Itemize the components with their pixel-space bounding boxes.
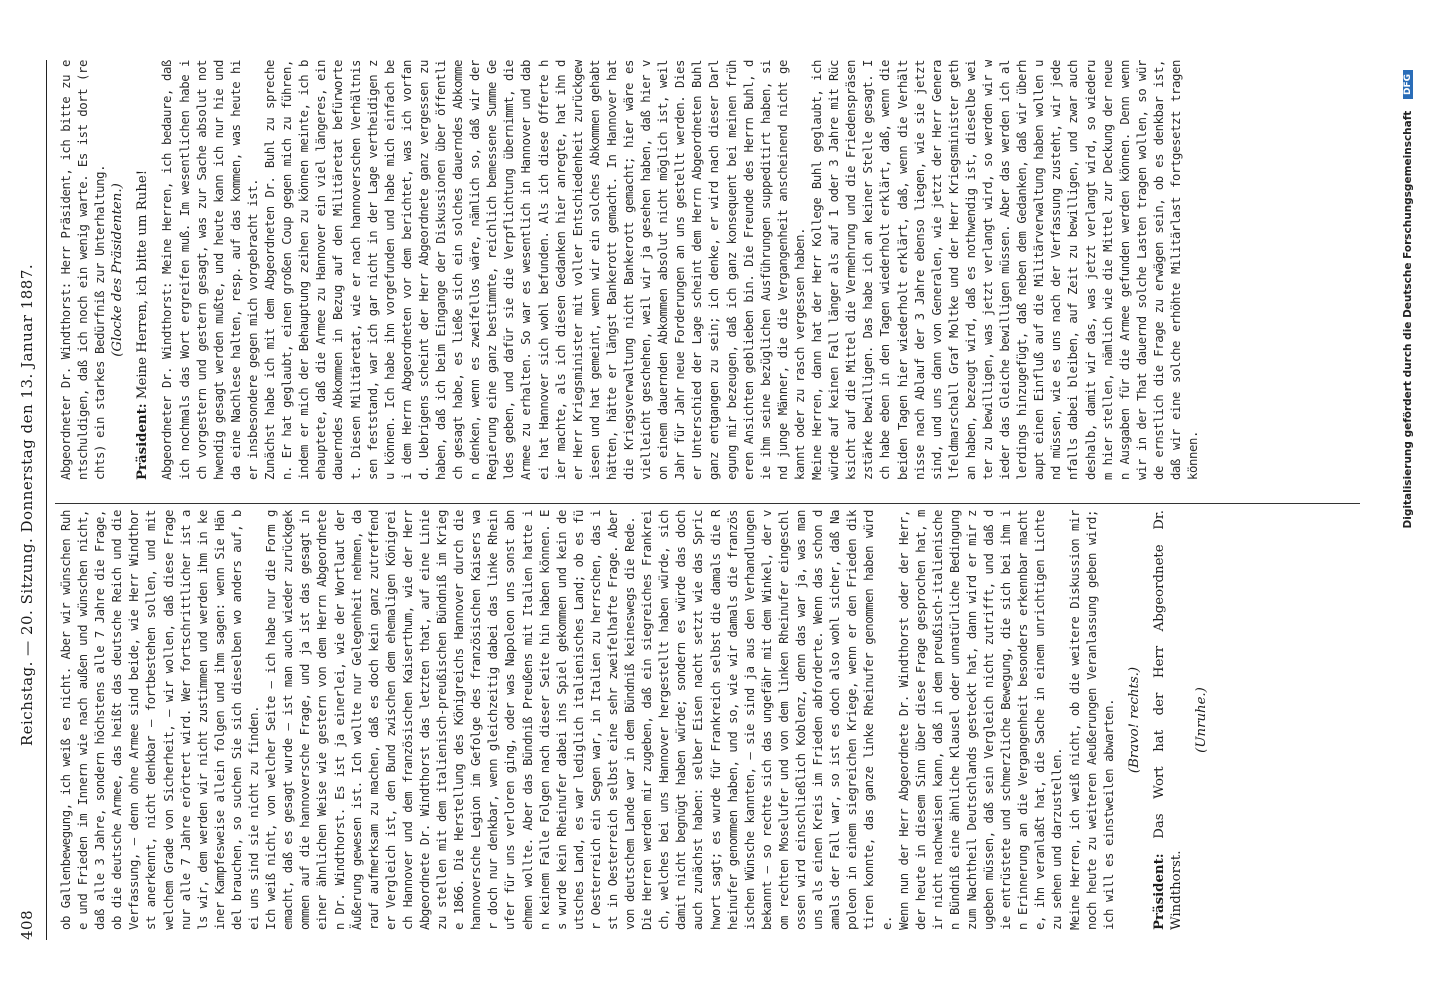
dfg-logo: DFG <box>1403 70 1413 99</box>
speech-paragraph: Die Herren werden mir zugeben, daß ein siegreiches Frankreich, welches bei uns Hannover hergestellt haben würde, sich damit nicht begnügt haben würde; sondern es würde das doch auch zunächst haben: selber Eisen nacht setzt wie das Sprichwort sagt; es wurde für Frankreich selbst die damals die Rheinufer genommen haben, und so, wie wir damals die französischen Wünsche kannten, — sie sind ja aus den Verhandlungen bekannt — so rechte sich das ungefähr mit dem Winkel, der vom rechten Moselufer und von dem linken Rheinufer eingeschlossen wird einschließlich Koblenz, denn das war ja, was man uns als einen Kreis im Frieden abforderte. Wenn das schon damals der Fall war, so ist es doch also wohl sicher, daß Napoleon in einem siegreichen Kriege, wenn er den Frieden diktiren konnte, das ganze linke Rheinufer genommen haben würde. <box>640 510 894 930</box>
speech-paragraph: Zunächst habe ich mit dem Abgeordneten Dr. Buhl zu sprechen. Er hat geglaubt, einen großen Coup gegen mich zu führen, indem er mich der Behauptung zeihen zu können meinte, ich behauptete, daß die Armee zu Hannover ein viel längeres, ein dauerndes Abkommen in Bezug auf den Militäretat befürwortet. Diesen Militäretat, wie er nach hannoverschen Verhältnissen feststand, war ich gar nicht in der Lage vertheidigen zu können. Ich habe ihn vorgefunden und habe mich einfach bei dem Herrn Abgeordneten vor dem berichtet, was ich vorfand. Uebrigens scheint der Herr Abgeordnete ganz vergessen zu haben, daß ich beim Eingange der Diskussionen über öffentlich gesagt habe, es ließe sich ein solches dauerndes Abkommen denken, wenn es zweifellos wäre, nämlich so, daß wir der Regierung eine ganz bestimmte, reichlich bemessene Summe Geldes geben, und dafür sie die Verpflichtung übernimmt, die Armee zu erhalten. So war es wesentlich in Hannover und dabei hat Hannover sich wohl befunden. Als ich diese Offerte hier machte, als ich diesen Gedanken hier anregte, hat ihn der Herr Kriegsminister mit voller Entschiedenheit zurückgewiesen und hat gemeint, wenn wir ein solches Abkommen gehabt hätten, hätte er längst Bankerott gemacht. In Hannover hat die Kriegsverwaltung nicht Bankerott gemacht; hier wäre es vielleicht geschehen, weil wir ja gesehen haben, daß hier von einem dauernden Abkommen absolut nicht möglich ist, weil Jahr für Jahr neue Forderungen an uns gestellt werden. Dieser Unterschied der Lage scheint dem Herrn Abgeordneten Buhl ganz entgangen zu sein; ich denke, er wird nach dieser Darlegung mir bezeugen, daß ich ganz konsequent bei meinen früheren Ansichten geblieben bin. Die Freunde des Herrn Buhl, die ihm seine bezüglichen Ausführungen suppeditirt haben, sind junge Männer, die die Vergangenheit anscheinend nicht gekannt oder zu rasch vergessen haben. <box>263 60 807 480</box>
credit-text: Digitalisierung gefördert durch die Deutsche Forschungsgemeinschaft <box>1402 110 1414 529</box>
president-line <box>1151 510 1185 930</box>
left-column <box>58 510 1348 930</box>
president-line <box>134 60 151 480</box>
bell-note: (Glocke des Präsidenten.) <box>110 183 126 357</box>
president-remark: Das Wort hat der Herr Abgeordnete Dr. Windthorst. <box>1151 510 1184 930</box>
president-remark: Meine Herren, ich bitte um Ruhe! <box>135 169 151 400</box>
speech-paragraph: Meine Herren, ich weiß nicht, ob die weitere Diskussion mir noch heute zu weiteren Aeußerungen Veranlassung geben wird; ich will es einstweilen abwarten. <box>1067 510 1116 930</box>
speech-paragraph: ob Gallenbewegung, ich weiß es nicht. Aber wir wünschen Ruhe und Frieden im Innern wie nach außen und wünschen nicht, daß alle 3 Jahre, sondern höchstens alle 7 Jahre die Frage, ob die deutsche Armee, das heißt das deutsche Reich und die Verfassung, — denn ohne Armee sind beide, wie Herr Windthorst anerkennt, nicht denkbar — fortbestehen sollen, und mit welchem Grade von Sicherheit, — wir wollen, daß diese Frage nur alle 7 Jahre erörtert wird. Wer fortschrittlicher ist als wir, dem werden wir nicht zustimmen und werden ihm in keiner Kampfesweise allein folgen und ihm sagen: wenn Sie Händel brauchen, so suchen Sie sich dieselben wo anders auf, bei uns sind sie nicht zu finden. <box>59 510 262 930</box>
speech-paragraph: Wenn nun der Herr Abgeordnete Dr. Windthorst oder der Herr, der heute in diesem Sinn über diese Frage gesprochen hat, mir nicht nachweisen kann, daß in dem preußisch-italienischen Bündniß eine ähnliche Klausel oder unnatürliche Bedingung zum Nachtheil Deutschlands gesteckt hat, dann wird er mir zugeben müssen, daß sein Vergleich nicht zutrifft, und daß die entrüstete und schmerzliche Bewegung, die sich bei ihm in Erinnerung an die Vergangenheit besonders erkennbar machte, ihn veranlaßt hat, die Sache in einem unrichtigen Lichte zu sehen und darzustellen. <box>896 510 1065 930</box>
speech-paragraph: Meine Herren, dann hat der Herr Kollege Buhl geglaubt, ich würde auf keinen Fall länger als auf 1 oder 3 Jahre mit Rücksicht auf die Mittel die Vermehrung und die Friedenspräsenzstärke bewilligen. Das habe ich an keiner Stelle gesagt. Ich habe eben in den Tagen wiederholt erklärt, daß, wenn die beiden Tagen hier wiederholt erklärt, daß, wenn die Verhältnisse nach Ablauf der 3 Jahre ebenso liegen, wie sie jetzt sind, und uns dann von Generalen, wie jetzt der Herr Generalfeldmarschall Graf Moltke und der Herr Kriegsminister gethan haben, bezeugt wird, daß es nothwendig ist, dieselbe weiter zu bewilligen, was jetzt verlangt wird, so werden wir wieder das Gleiche bewilligen müssen. Aber das werden ich allerdings hinzugefügt, daß neben dem Gedanken, daß wir überhaupt einen Einfluß auf die Militärverwaltung haben wollen und müssen, wie es uns nach der Verfassung zusteht, wir jedenfalls dabei bleiben, auf Zeit zu bewilligen, und zwar auch deshalb, damit wir das, was jetzt verlangt wird, so wiederum hier stellen, nämlich wie die Mittel zur Deckung der neuen Ausgaben für die Armee gefunden werden können. Denn wenn wir in der That dauernd solche Lasten tragen wollen, so würde ernstlich die Frage zu erwägen sein, ob es denkbar ist, daß wir eine solche erhöhte Militärlast fortgesetzt tragen können. <box>810 60 1201 480</box>
session-headline: Reichstag. — 20. Sitzung. Donnerstag den 13. Januar 1887. <box>18 263 36 747</box>
speech-paragraph: Abgeordneter Dr. Windthorst: Meine Herren, ich bedaure, daß ich nochmals das Wort ergreifen muß. Im wesentlichen habe ich vorgestern und gestern gesagt, was zur Sache absolut nothwendig gesagt werden mußte, und heute kann ich nur hie und da eine Nachlese halten, resp. auf das kommen, was heute hier insbesondere gegen mich vorgebracht ist. <box>160 60 260 480</box>
speaker-label: Präsident: <box>135 403 151 480</box>
column-divider <box>55 503 1360 504</box>
speaker-label: Präsident: <box>1151 853 1167 930</box>
speech-paragraph: Ich weiß nicht, von welcher Seite — ich habe nur die Form gemacht, daß es gesagt wurde — ist man auch wieder zurückgekommen auf die hannoversche Frage, und ja ist das gesagt in einer ähnlichen Weise wie gestern von dem Herrn Abgeordneten Dr. Windthorst. Es ist ja einerlei, wie der Wortlaut der Äußerung gewesen ist. Ich wollte nur Gelegenheit nehmen, darauf aufmerksam zu machen, daß es doch kein ganz zutreffender Vergleich ist, den Bund zwischen dem ehemaligen Königreich Hannover und dem französischen Kaiserthum, wie der Herr Abgeordnete Dr. Windthorst das letzten that, auf eine Linie zu stellen mit dem italienisch-preußischen Bündniß im Kriege 1866. Die Herstellung des Königreichs Hannover durch die hannoversche Legion im Gefolge des französischen Kaisers war doch nur denkbar, wenn gleichzeitig dabei das linke Rheinufer für uns verloren ging, oder was Napoleon uns sonst abnehmen wollte. Aber das Bündniß Preußens mit Italien hatte in keinem Falle Folgen nach dieser Seite hin haben können. Es wurde kein Rheinufer dabei ins Spiel gekommen und kein deutsches Land, es war lediglich italienisches Land; ob es für Oesterreich ein Segen war, in Italien zu herrschen, das ist in Oesterreich selbst eine sehr zweifelhafte Frage. Aber von deutschem Lande war in dem Bündniß keineswegs die Rede. <box>264 510 638 930</box>
page-number: 408 <box>18 909 36 940</box>
running-head <box>18 70 40 940</box>
right-column <box>58 60 1348 480</box>
header-rule <box>46 60 47 940</box>
speech-paragraph: Abgeordneter Dr. Windthorst: Herr Präsident, ich bitte zu entschuldigen, daß ich noch ein wenig warte. Es ist dort (rechts) ein starkes Bedürfniß zur Unterhaltung. <box>59 60 108 480</box>
unrest-note: (Unruhe.) <box>1194 687 1210 753</box>
digitization-credit <box>1402 70 1420 910</box>
applause-note: (Bravo! rechts.) <box>1126 666 1142 774</box>
